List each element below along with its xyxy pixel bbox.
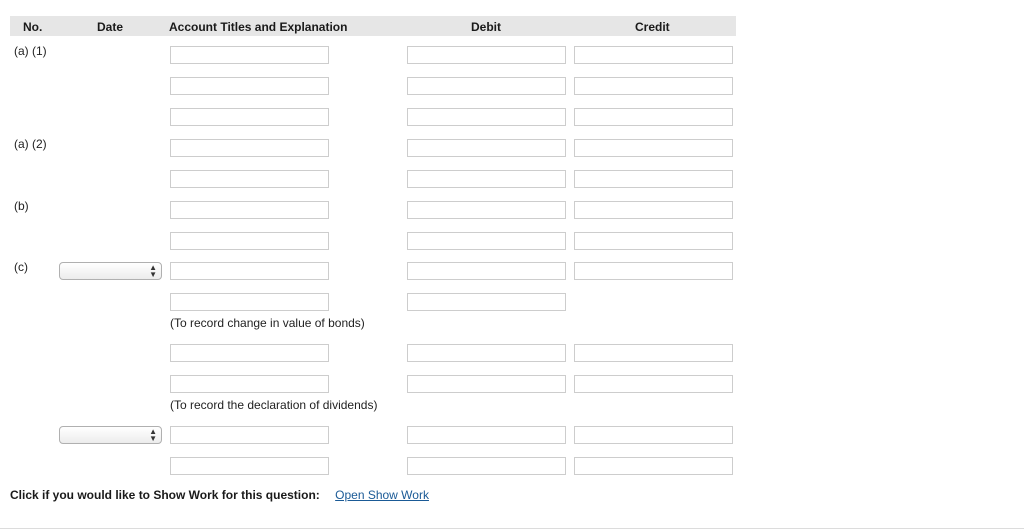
debit-input[interactable] xyxy=(407,108,566,126)
credit-input[interactable] xyxy=(574,426,733,444)
col-header-account: Account Titles and Explanation xyxy=(169,20,348,34)
debit-input[interactable] xyxy=(407,170,566,188)
col-header-credit: Credit xyxy=(635,20,670,34)
credit-input[interactable] xyxy=(574,77,733,95)
row-label-a2: (a) (2) xyxy=(14,137,47,151)
account-input[interactable] xyxy=(170,375,329,393)
debit-input[interactable] xyxy=(407,293,566,311)
account-input[interactable] xyxy=(170,262,329,280)
credit-input[interactable] xyxy=(574,232,733,250)
account-input[interactable] xyxy=(170,170,329,188)
credit-input[interactable] xyxy=(574,46,733,64)
credit-input[interactable] xyxy=(574,262,733,280)
col-header-date: Date xyxy=(97,20,124,34)
divider xyxy=(0,528,1024,529)
account-input[interactable] xyxy=(170,232,329,250)
debit-input[interactable] xyxy=(407,426,566,444)
account-input[interactable] xyxy=(170,293,329,311)
account-input[interactable] xyxy=(170,139,329,157)
row-label-c: (c) xyxy=(14,260,28,274)
account-input[interactable] xyxy=(170,344,329,362)
account-input[interactable] xyxy=(170,46,329,64)
account-input[interactable] xyxy=(170,457,329,475)
debit-input[interactable] xyxy=(407,375,566,393)
account-input[interactable] xyxy=(170,108,329,126)
account-input[interactable] xyxy=(170,426,329,444)
explanation-note-bonds: (To record change in value of bonds) xyxy=(170,316,365,330)
debit-input[interactable] xyxy=(407,201,566,219)
open-show-work-link[interactable]: Open Show Work xyxy=(335,488,429,502)
show-work-prompt: Click if you would like to Show Work for this question: xyxy=(10,488,320,502)
credit-input[interactable] xyxy=(574,201,733,219)
account-input[interactable] xyxy=(170,201,329,219)
debit-input[interactable] xyxy=(407,139,566,157)
col-header-debit: Debit xyxy=(471,20,501,34)
credit-input[interactable] xyxy=(574,457,733,475)
debit-input[interactable] xyxy=(407,262,566,280)
credit-input[interactable] xyxy=(574,108,733,126)
row-label-b: (b) xyxy=(14,199,29,213)
select-arrows-icon: ▲ ▼ xyxy=(149,263,157,279)
show-work-footer xyxy=(10,488,429,502)
col-header-no: No. xyxy=(23,20,43,34)
row-label-a1: (a) (1) xyxy=(14,44,47,58)
explanation-note-dividends: (To record the declaration of dividends) xyxy=(170,398,378,412)
credit-input[interactable] xyxy=(574,375,733,393)
credit-input[interactable] xyxy=(574,344,733,362)
debit-input[interactable] xyxy=(407,344,566,362)
debit-input[interactable] xyxy=(407,457,566,475)
account-input[interactable] xyxy=(170,77,329,95)
table-header xyxy=(10,16,736,36)
credit-input[interactable] xyxy=(574,170,733,188)
date-select[interactable] xyxy=(59,426,162,444)
debit-input[interactable] xyxy=(407,77,566,95)
credit-input[interactable] xyxy=(574,139,733,157)
date-select[interactable] xyxy=(59,262,162,280)
debit-input[interactable] xyxy=(407,232,566,250)
debit-input[interactable] xyxy=(407,46,566,64)
select-arrows-icon: ▲ ▼ xyxy=(149,427,157,443)
